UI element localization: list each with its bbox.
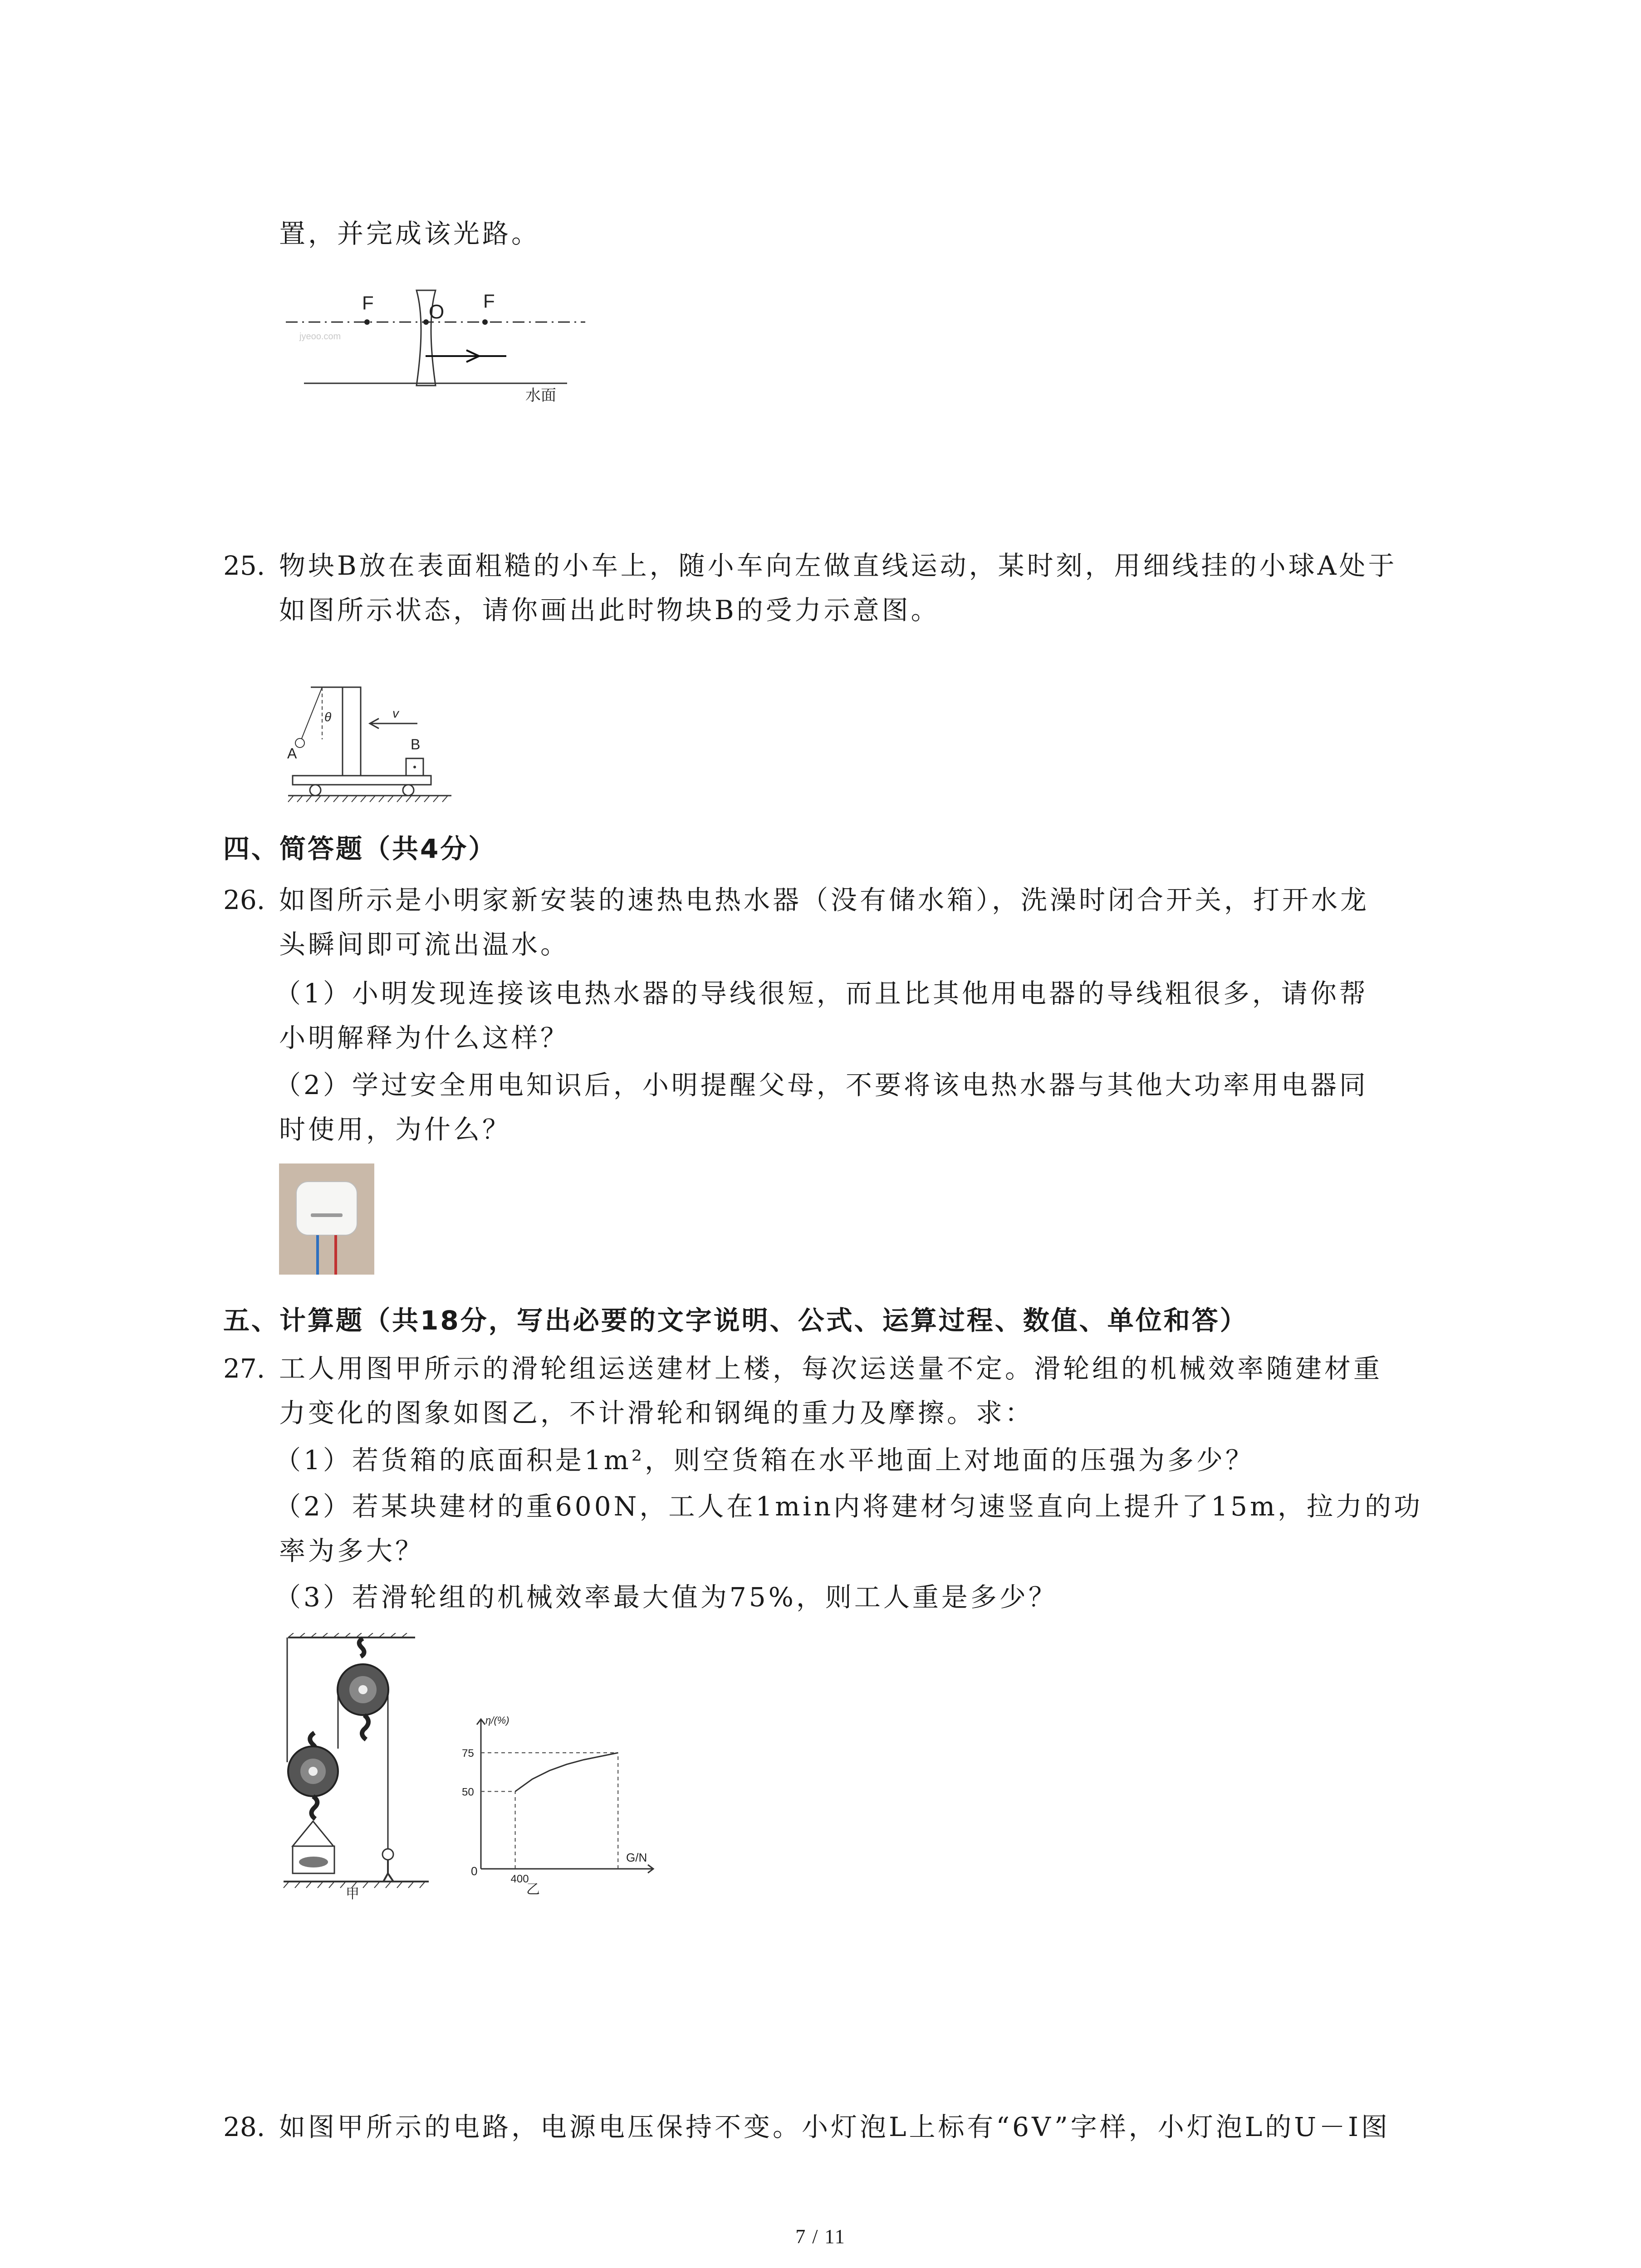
angle-theta-label: θ	[324, 710, 332, 724]
q26-line-2: 头瞬间即可流出温水。	[279, 929, 570, 960]
figure-25-cart	[284, 680, 465, 818]
q28-number: 28.	[223, 2112, 265, 2142]
q25-line-2: 如图所示状态，请你画出此时物块B的受力示意图。	[279, 595, 940, 626]
fixed-pulley-axle	[358, 1685, 367, 1694]
q28-line-1: 如图甲所示的电路，电源电压保持不变。小灯泡L上标有“6V”字样，小灯泡L的U－I图	[279, 2112, 1391, 2142]
figure-25-svg	[284, 680, 465, 816]
y-tick-label-75: 75	[462, 1747, 474, 1760]
pulley-svg	[279, 1633, 442, 1901]
focus-right-point	[482, 319, 488, 325]
q26-part-1-line-2: 小明解释为什么这样？	[279, 1022, 570, 1053]
figure-24-concave-lens	[281, 272, 599, 410]
efficiency-chart-svg	[449, 1706, 667, 1896]
cart-body	[293, 776, 431, 785]
q26-part-2-line-2: 时使用，为什么？	[279, 1114, 512, 1145]
section-5-heading: 五、计算题（共18分，写出必要的文字说明、公式、运算过程、数值、单位和答）	[223, 1305, 1248, 1336]
worker-leg-left-icon	[383, 1873, 388, 1882]
water-heater-svg	[279, 1163, 374, 1275]
worker-leg-right-icon	[388, 1873, 393, 1882]
q26-part-2-line-1: （2）学过安全用电知识后，小明提醒父母，不要将该电热水器与其他大功率用电器同	[274, 1070, 1368, 1100]
building-material	[299, 1857, 328, 1867]
origin-label: 0	[471, 1864, 478, 1878]
focus-left-label: F	[362, 292, 374, 313]
q25-number: 25.	[223, 550, 265, 581]
focus-left-point	[364, 319, 370, 325]
heater-body	[296, 1182, 357, 1235]
x-tick-label-400: 400	[510, 1873, 529, 1885]
worker-head-icon	[382, 1849, 393, 1860]
q26-part-1-line-1: （1）小明发现连接该电热水器的导线很短，而且比其他用电器的导线粗很多，请你帮	[274, 978, 1368, 1009]
q24-text-tail: 置，并完成该光路。	[279, 218, 541, 249]
q27-part-2-line-2: 率为多大？	[279, 1535, 425, 1566]
section-4-heading: 四、简答题（共4分）	[223, 833, 497, 864]
figure-24-svg	[281, 272, 599, 408]
upper-hook-icon	[359, 1638, 364, 1657]
focus-right-label: F	[483, 290, 495, 312]
fixed-pulley-hook-icon	[362, 1715, 368, 1740]
page-number: 7 / 11	[795, 2225, 846, 2248]
water-heater-photo	[279, 1163, 374, 1276]
heater-display	[311, 1213, 343, 1217]
optical-center-point	[423, 319, 429, 325]
q27-part-3: （3）若滑轮组的机械效率最大值为75%，则工人重是多少？	[274, 1582, 1058, 1613]
efficiency-series-line	[515, 1753, 618, 1791]
watermark-text: jyeoo.com	[299, 332, 341, 342]
q27-line-1: 工人用图甲所示的滑轮组运送建材上楼，每次运送量不定。滑轮组的机械效率随建材重	[279, 1353, 1383, 1384]
figure-yi-label: 乙	[526, 1882, 540, 1896]
ground-hatching	[288, 796, 448, 802]
y-tick-label-50: 50	[462, 1786, 474, 1799]
figure-27-efficiency-chart	[449, 1706, 667, 1898]
block-b-center	[413, 766, 416, 768]
q26-number: 26.	[223, 885, 265, 915]
y-tick-labels	[462, 1747, 474, 1798]
velocity-label: v	[392, 706, 399, 720]
q26-line-1: 如图所示是小明家新安装的速热电热水器（没有储水箱），洗澡时闭合开关，打开水龙	[279, 885, 1370, 915]
q27-part-1: （1）若货箱的底面积是1m²，则空货箱在水平地面上对地面的压强为多少？	[274, 1445, 1255, 1476]
figure-27-pulley-system	[279, 1633, 442, 1902]
movable-pulley-hook-icon	[311, 1796, 317, 1819]
cart-pillar	[343, 687, 361, 780]
ball-a-label: A	[287, 745, 297, 762]
movable-pulley-axle	[309, 1767, 318, 1776]
load-sling	[293, 1821, 333, 1846]
y-axis-label: η/(%)	[485, 1715, 509, 1726]
optical-center-label: O	[429, 301, 445, 323]
thread-line	[302, 687, 322, 738]
q27-part-2-line-1: （2）若某块建材的重600N，工人在1min内将建材匀速竖直向上提升了15m，拉力的功	[274, 1491, 1423, 1522]
q25-line-1: 物块B放在表面粗糙的小车上，随小车向左做直线运动，某时刻，用细线挂的小球A处于	[279, 550, 1397, 581]
cart-wheel-right	[403, 785, 414, 796]
cart-wheel-left	[310, 785, 321, 796]
q27-number: 27.	[223, 1353, 265, 1384]
figure-jia-label: 甲	[346, 1887, 359, 1901]
q27-line-2: 力变化的图象如图乙，不计滑轮和钢绳的重力及摩擦。求：	[279, 1398, 1034, 1428]
block-b-label: B	[411, 736, 421, 753]
x-axis-label: G/N	[626, 1851, 647, 1864]
water-surface-label: 水面	[525, 387, 556, 404]
